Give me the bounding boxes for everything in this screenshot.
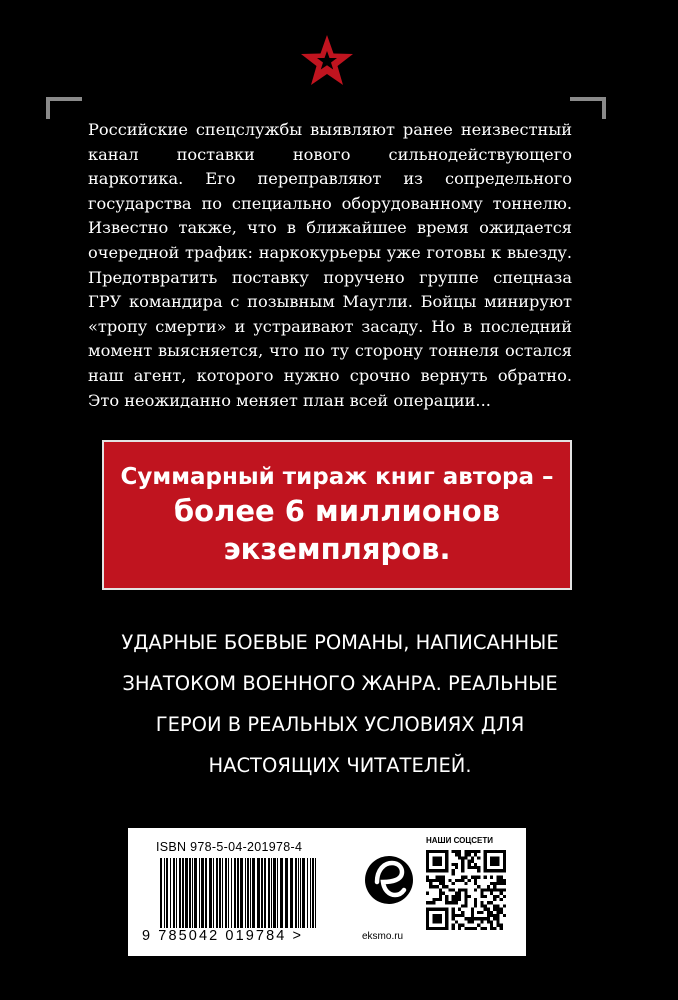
circulation-banner bbox=[102, 440, 572, 590]
social-label: НАШИ СОЦСЕТИ bbox=[426, 836, 493, 845]
tagline-line-4: НАСТОЯЩИХ ЧИТАТЕЛЕЙ. bbox=[208, 754, 472, 777]
qr-code-icon bbox=[426, 850, 506, 930]
publisher-website: eksmo.ru bbox=[362, 931, 404, 942]
tagline-line-3: ГЕРОИ В РЕАЛЬНЫХ УСЛОВИЯХ ДЛЯ bbox=[155, 713, 525, 736]
tagline-line-1: УДАРНЫЕ БОЕВЫЕ РОМАНЫ, НАПИСАННЫЕ bbox=[121, 631, 559, 654]
series-tagline bbox=[40, 622, 640, 786]
annotation-text: Российские спецслужбы выявляют ранее неизвестный канал поставки нового сильнодействующего наркотика. Его переправляют из сопредельного государства по специально оборудованному тоннелю. Известно также, что в ближайшее время ожидается очередной трафик: наркокурьеры уже готовы к выезду. Предотвратить поставку поручено группе спецназа ГРУ командира с позывным Маугли. Бойцы минируют «тропу смерти» и устраивают засаду. Но в последний момент выясняется, что по ту сторону тоннеля остался наш агент, которого нужно срочно вернуть обратно. Это неожиданно меняет план всей операции... bbox=[88, 120, 572, 410]
banner-line-1: Суммарный тираж книг автора – bbox=[120, 464, 554, 490]
barcode-digits: 9 785042 019784 > bbox=[142, 928, 304, 944]
isbn-number: ISBN 978-5-04-201978-4 bbox=[156, 840, 303, 854]
frame-corner-right bbox=[570, 97, 606, 119]
book-annotation bbox=[88, 118, 572, 413]
eksmo-logo-icon bbox=[362, 846, 416, 914]
frame-corner-left bbox=[46, 97, 82, 119]
barcode-panel bbox=[128, 828, 526, 956]
banner-line-3: экземпляров. bbox=[223, 532, 451, 566]
barcode-graphic bbox=[160, 858, 320, 928]
banner-line-2: более 6 миллионов bbox=[173, 494, 501, 528]
tagline-line-2: ЗНАТОКОМ ВОЕННОГО ЖАНРА. РЕАЛЬНЫЕ bbox=[122, 672, 558, 695]
red-star-icon bbox=[299, 33, 355, 89]
